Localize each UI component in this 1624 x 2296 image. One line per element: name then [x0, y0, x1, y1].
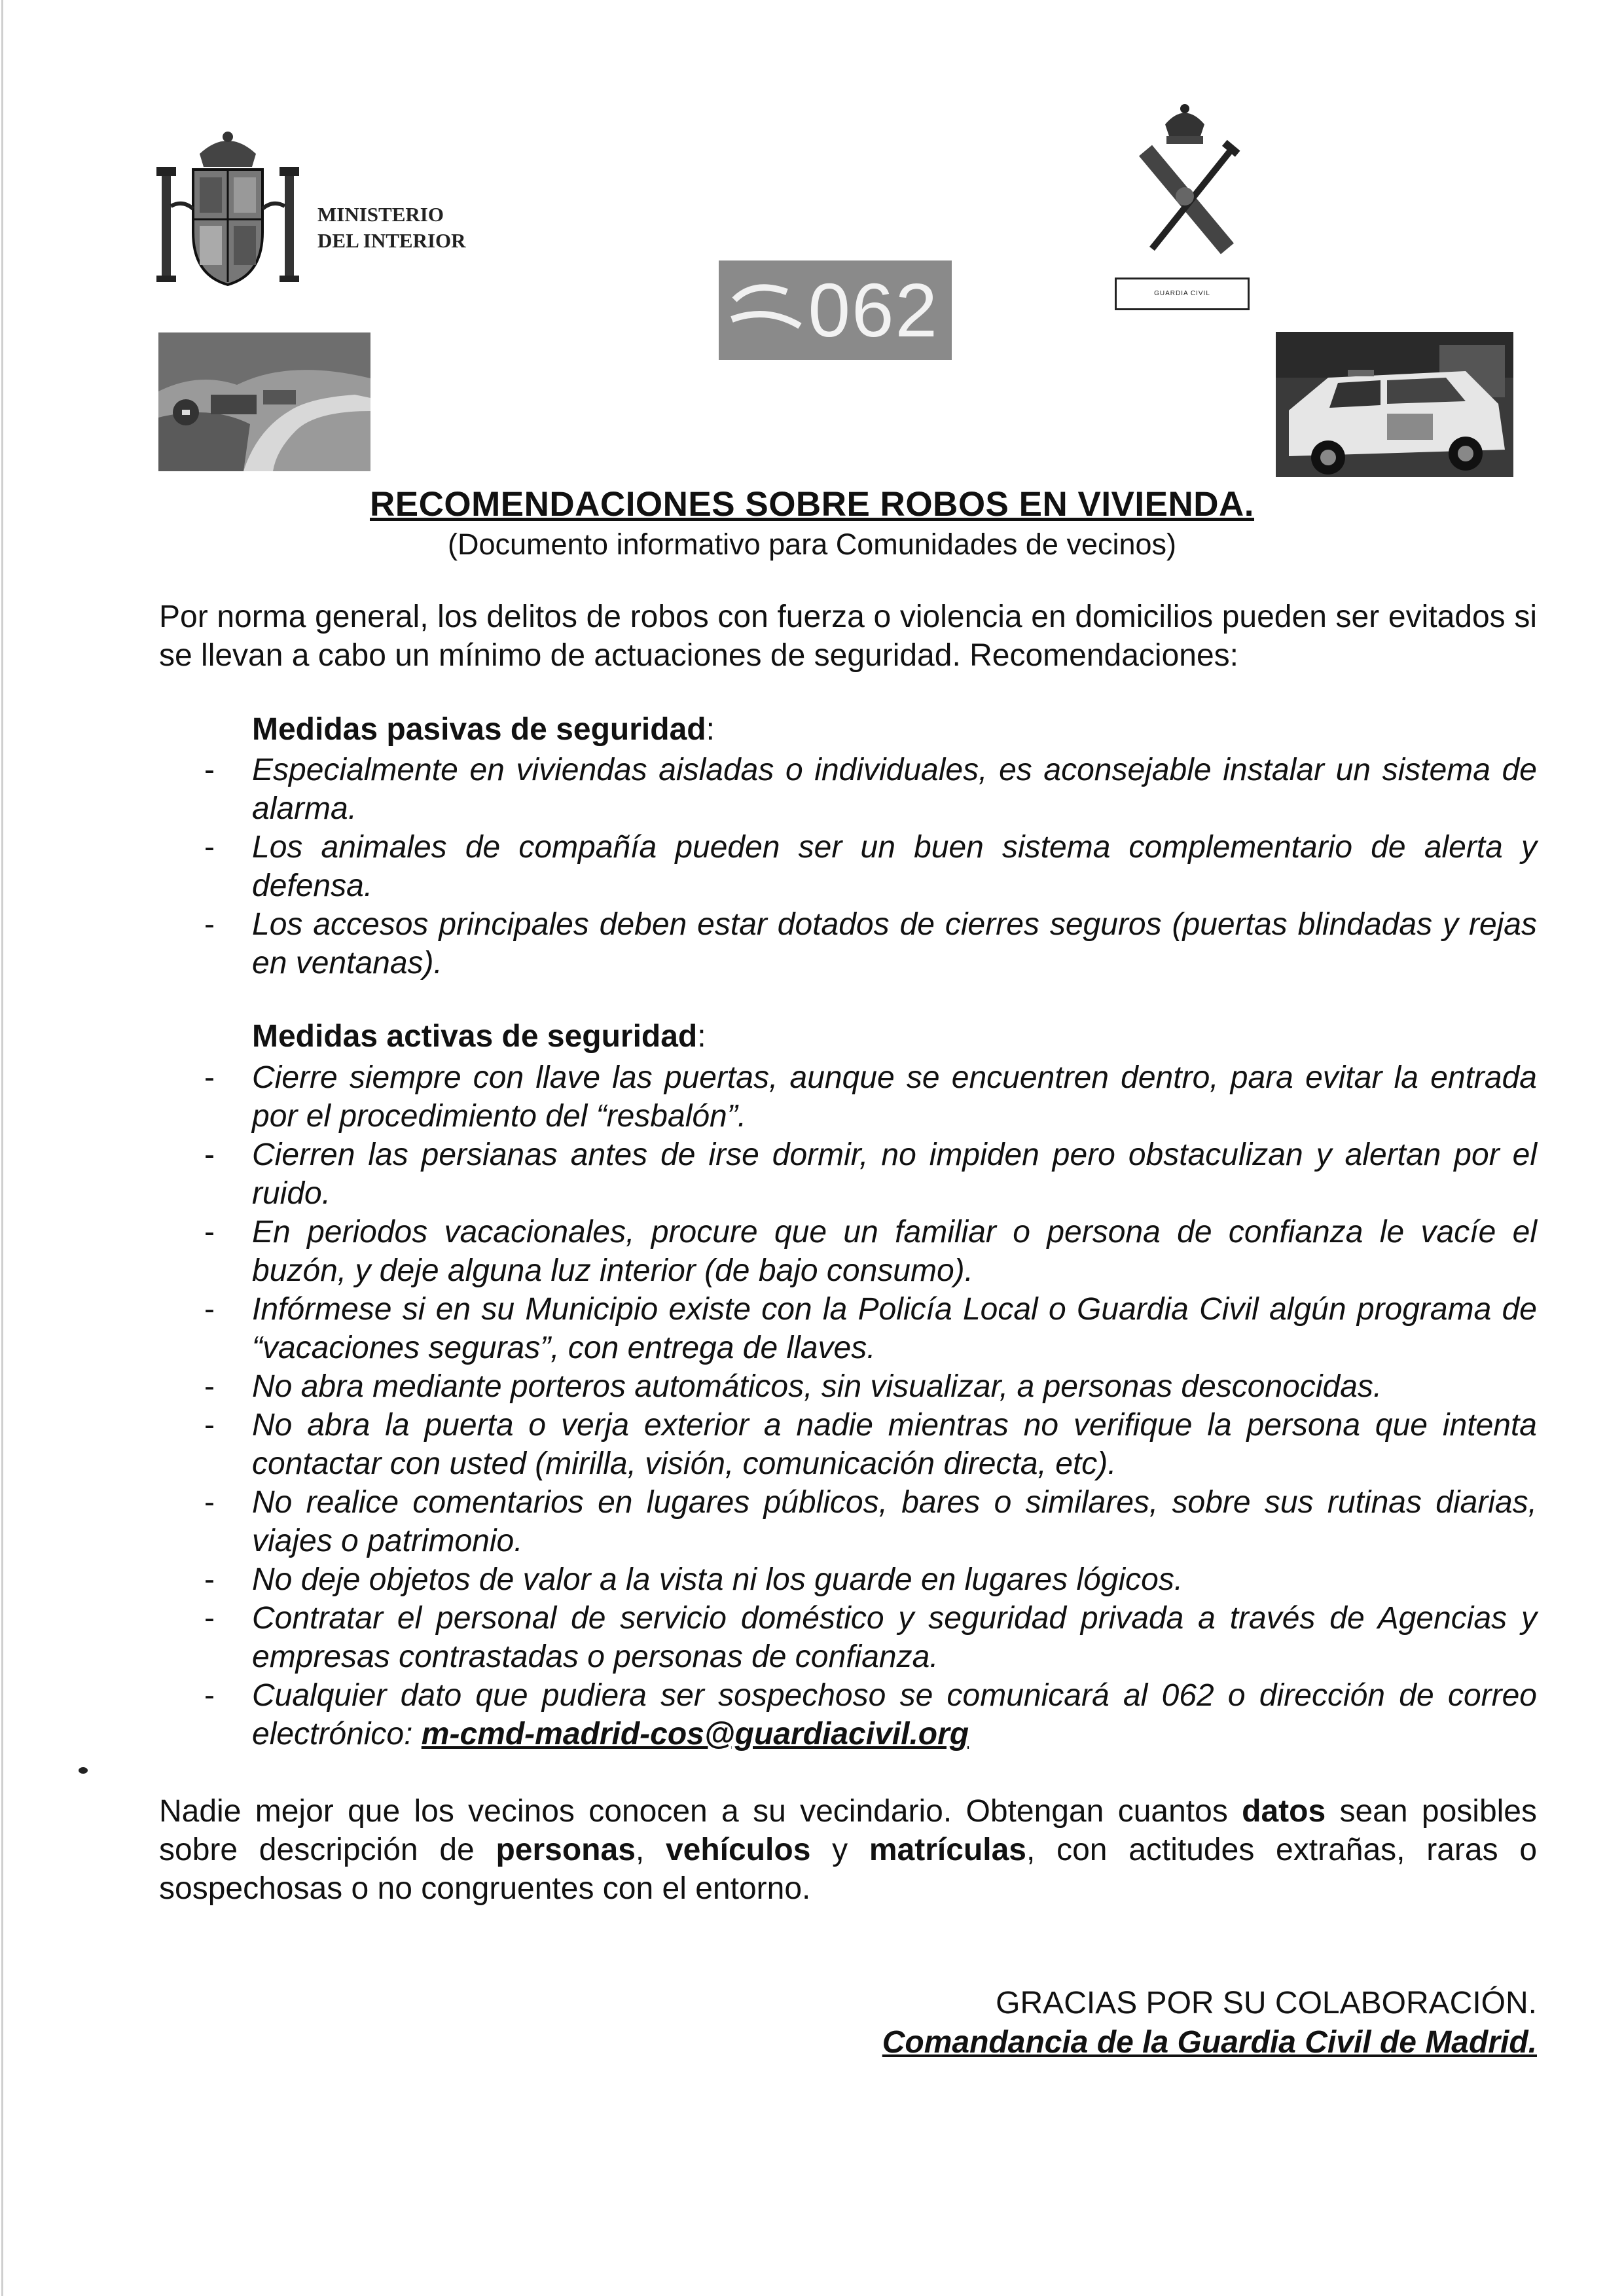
list-item: - Los animales de compañía pueden ser un buen sistema complementario de alerta y defensa.: [0, 828, 1624, 905]
closing-text-4: y: [810, 1833, 869, 1867]
list-item: - No realice comentarios en lugares públicos, bares o similares, sobre sus rutinas diarias, viajes o patrimonio.: [0, 1483, 1624, 1560]
active-heading-text: Medidas activas de seguridad: [252, 1019, 698, 1054]
list-item: - No deje objetos de valor a la vista ni los guarde en lugares lógicos.: [0, 1560, 1624, 1599]
list-item: - Contratar el personal de servicio doméstico y seguridad privada a través de Agencias y empresas contrastadas o personas de confianza.: [0, 1599, 1624, 1676]
contact-text: Cualquier dato que pudiera ser sospechoso se comunicará al 062 o dirección de correo electrónico:: [252, 1678, 1537, 1751]
passive-heading-colon: :: [706, 712, 715, 747]
list-item: - No abra la puerta o verja exterior a nadie mientras no verifique la persona que intenta contactar con usted (mirilla, visión, comunicación directa, etc).: [0, 1406, 1624, 1483]
phone-swoosh-icon: [728, 280, 806, 339]
emergency-062-logo: [719, 260, 952, 360]
guardia-civil-emblem: [1106, 98, 1263, 262]
guardia-civil-label: GUARDIA CIVIL: [1115, 278, 1250, 310]
list-item: - Cierre siempre con llave las puertas, aunque se encuentren dentro, para evitar la entrada por el procedimiento del “resbalón”.: [0, 1058, 1624, 1136]
list-item: - Infórmese si en su Municipio existe con la Policía Local o Guardia Civil algún programa de “vacaciones seguras”, con entrega de llaves.: [0, 1290, 1624, 1367]
closing-text-2: sean posibles sobre descripción de: [159, 1794, 1537, 1867]
passive-heading-text: Medidas pasivas de seguridad: [252, 712, 706, 747]
closing-text-1: Nadie mejor que los vecinos conocen a su vecindario. Obtengan cuantos: [159, 1794, 1242, 1829]
closing-bold-matriculas: matrículas: [869, 1833, 1026, 1867]
closing-bold-datos: datos: [1242, 1794, 1326, 1829]
intro-paragraph: Por norma general, los delitos de robos con fuerza o violencia en domicilios pueden ser evitados si se llevan a cabo un mínimo de actuaciones de seguridad. Recomendaciones:: [159, 600, 1537, 673]
scan-mark: [79, 1767, 88, 1774]
active-measures-heading: [252, 1018, 706, 1054]
passive-measures-heading: [252, 711, 715, 747]
list-item: - En periodos vacacionales, procure que un familiar o persona de confianza le vacíe el buzón, y deje alguna luz interior (de bajo consumo).: [0, 1213, 1624, 1290]
passive-measures-list: [0, 751, 1624, 982]
list-item-contact: [0, 1676, 1624, 1753]
list-item: - Especialmente en viviendas aisladas o individuales, es aconsejable instalar un sistema de alarma.: [0, 751, 1624, 828]
active-heading-colon: :: [697, 1019, 706, 1054]
document-title: RECOMENDACIONES SOBRE ROBOS EN VIVIENDA.: [369, 485, 1255, 524]
road-checkpoint-photo: [158, 332, 370, 471]
closing-bold-vehiculos: vehículos: [665, 1833, 811, 1867]
closing-text-3: ,: [635, 1833, 666, 1867]
document-subtitle: (Documento informativo para Comunidades de vecinos): [447, 528, 1177, 561]
closing-bold-personas: personas: [496, 1833, 636, 1867]
signature-organization: Comandancia de la Guardia Civil de Madrid.: [882, 2025, 1537, 2060]
active-measures-list: [0, 1058, 1624, 1753]
email-link[interactable]: m-cmd-madrid-cos@guardiacivil.org: [421, 1717, 969, 1751]
list-item: - Cierren las persianas antes de irse dormir, no impiden pero obstaculizan y alertan por el ruido.: [0, 1136, 1624, 1213]
thanks-line: GRACIAS POR SU COLABORACIÓN.: [996, 1986, 1537, 2020]
list-item: - Los accesos principales deben estar dotados de cierres seguros (puertas blindadas y rejas en ventanas).: [0, 905, 1624, 982]
patrol-car-photo: [1276, 332, 1513, 477]
closing-text-5: , con actitudes extrañas, raras o sospechosas o no congruentes con el entorno.: [159, 1833, 1538, 1906]
coat-of-arms-logo: [154, 128, 344, 298]
list-item: - No abra mediante porteros automáticos, sin visualizar, a personas desconocidas.: [0, 1367, 1624, 1406]
ministry-line-1: MINISTERIO: [317, 203, 444, 226]
emergency-number: 062: [808, 268, 939, 353]
closing-paragraph: [159, 1792, 1537, 1908]
ministry-line-2: DEL INTERIOR: [317, 229, 466, 252]
ministry-name: [317, 202, 494, 254]
